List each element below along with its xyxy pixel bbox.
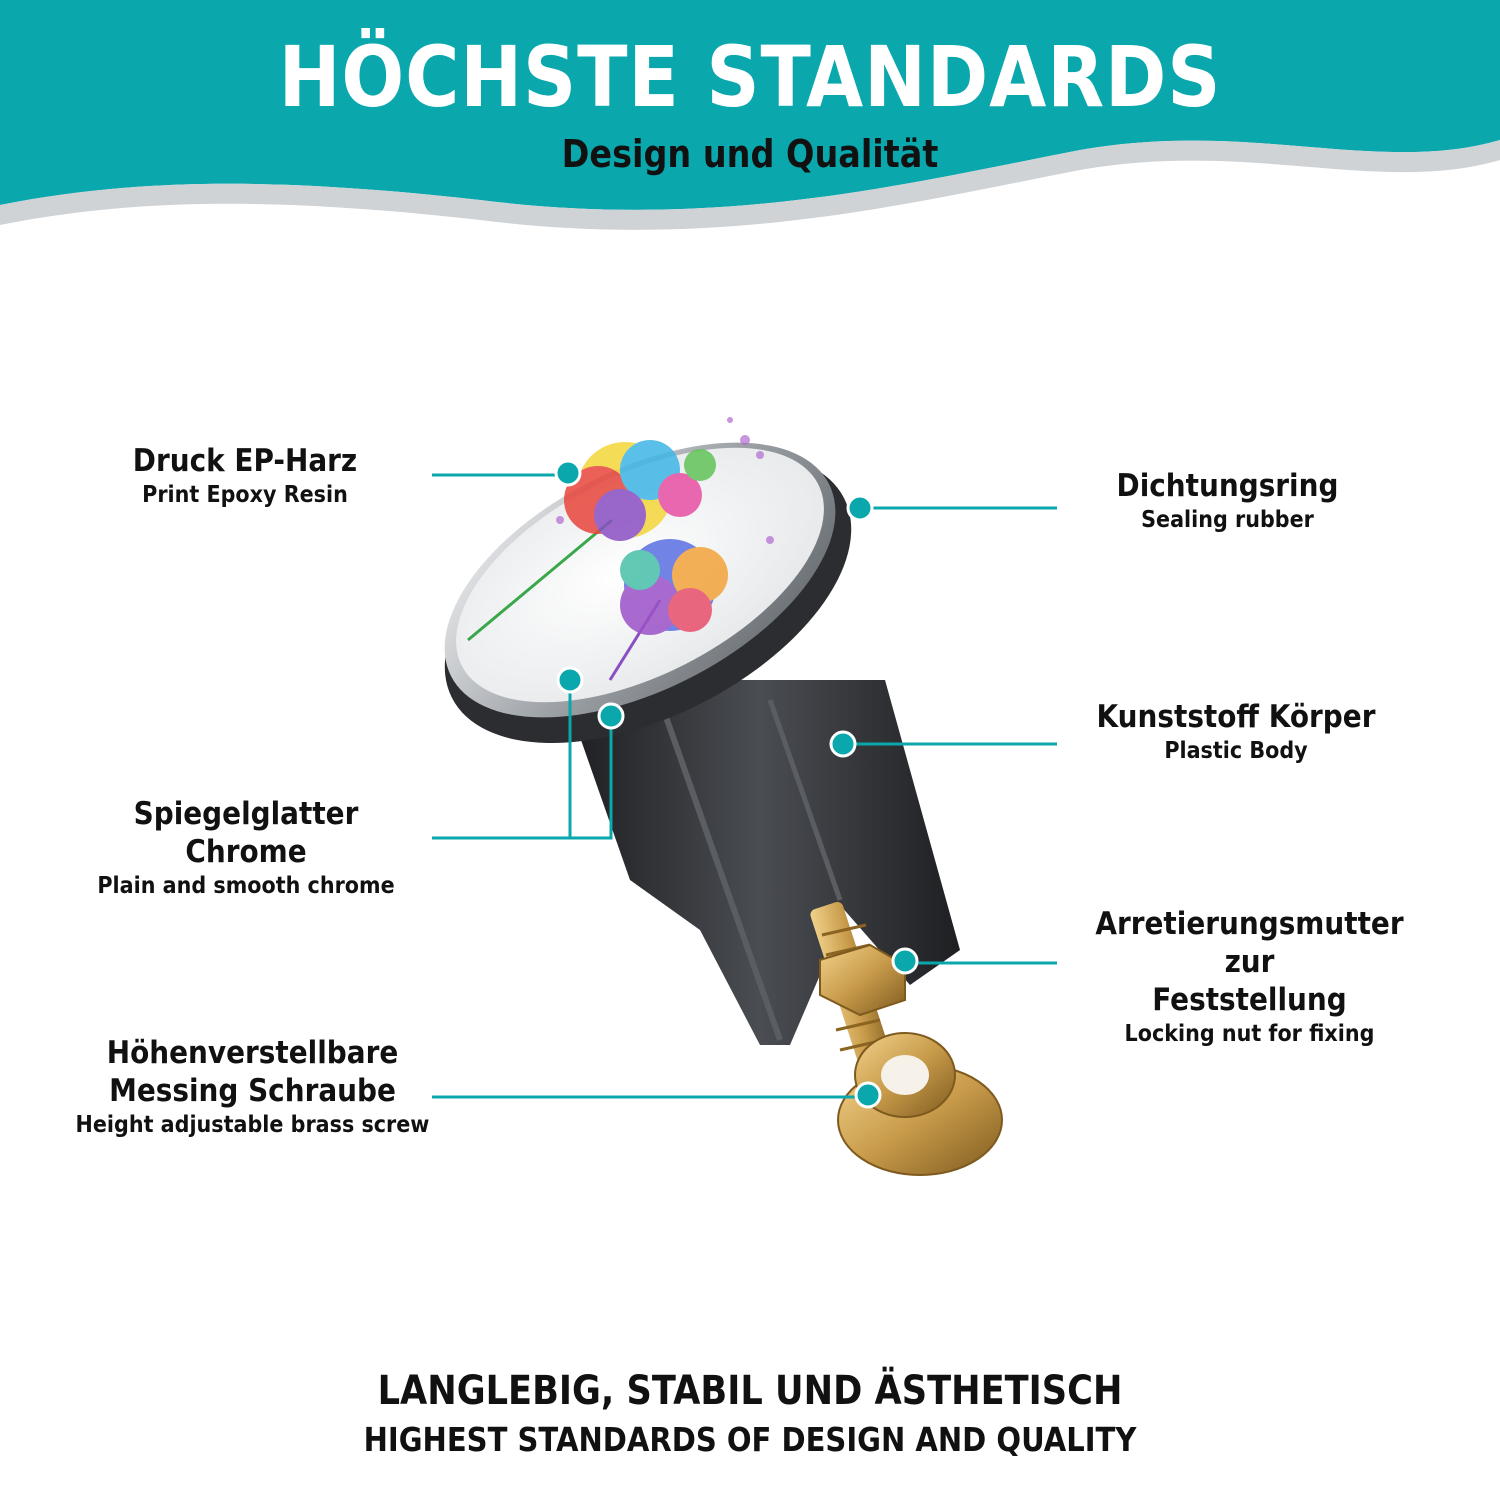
callout-body-en: Plastic Body (1164, 738, 1308, 764)
callout-seal-de: Dichtungsring (1116, 468, 1339, 504)
callout-nut (1062, 905, 1437, 1049)
callout-resin-en: Print Epoxy Resin (142, 482, 348, 508)
callout-chrome-en: Plain and smooth chrome (97, 873, 395, 899)
callout-dot-body (831, 732, 855, 756)
callout-dot-screw (856, 1083, 880, 1107)
callout-chrome (50, 795, 442, 901)
callout-screw-en: Height adjustable brass screw (75, 1112, 430, 1138)
callout-screw-de-2: Messing Schraube (109, 1073, 396, 1109)
callout-dot-seal (848, 496, 872, 520)
callout-dot-resin (556, 461, 580, 485)
callout-body (1070, 698, 1402, 766)
callout-dot-chrome-b (599, 704, 623, 728)
footer-subline: HIGHEST STANDARDS OF DESIGN AND QUALITY (363, 1420, 1137, 1459)
callout-seal (1085, 467, 1370, 535)
callout-dot-nut (893, 949, 917, 973)
callout-nut-en: Locking nut for fixing (1124, 1021, 1375, 1047)
callout-dot-chrome-a (558, 668, 582, 692)
page-subtitle: Design und Qualität (561, 132, 939, 176)
footer-headline: LANGLEBIG, STABIL UND ÄSTHETISCH (377, 1368, 1123, 1414)
callout-nut-de-2: Feststellung (1152, 982, 1347, 1018)
callout-body-de: Kunststoff Körper (1096, 699, 1376, 735)
callout-chrome-de: Spiegelglatter Chrome (133, 796, 359, 870)
callout-resin-de: Druck EP-Harz (132, 443, 358, 479)
callout-nut-de-1: Arretierungsmutter zur (1095, 906, 1404, 980)
callout-screw (55, 1034, 450, 1140)
callout-seal-en: Sealing rubber (1141, 507, 1314, 533)
callout-resin (110, 442, 380, 510)
callout-screw-de-1: Höhenverstellbare (106, 1035, 399, 1071)
page-title: HÖCHSTE STANDARDS (278, 28, 1222, 126)
